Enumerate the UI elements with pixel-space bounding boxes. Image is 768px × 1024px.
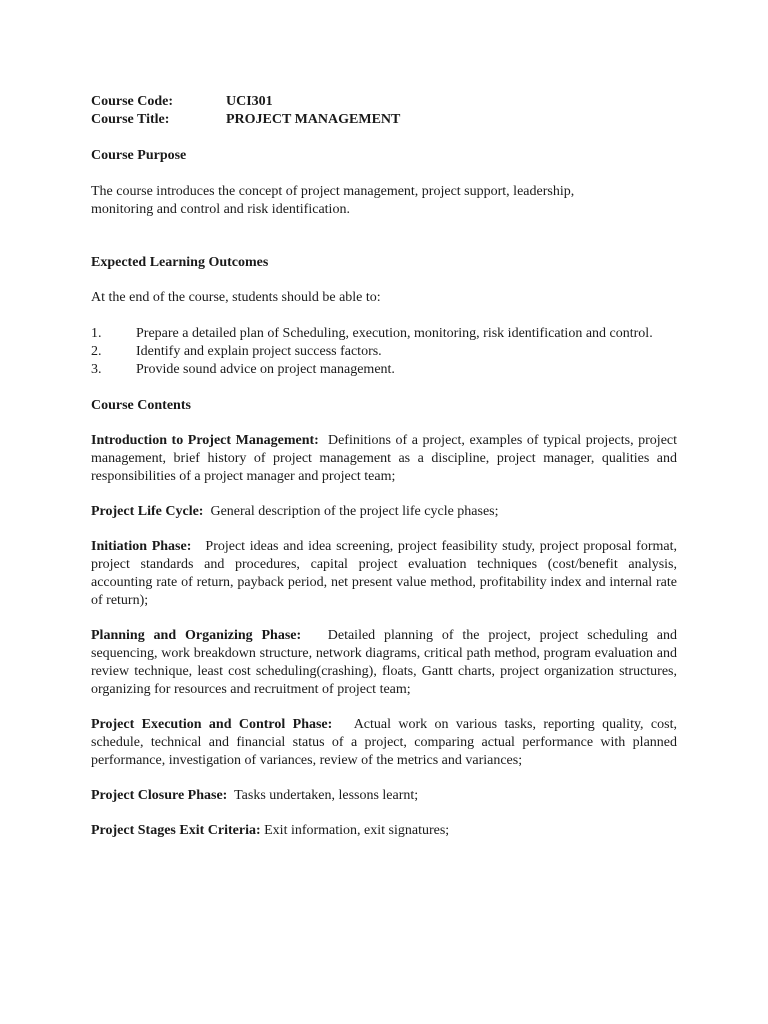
course-header bbox=[91, 93, 677, 129]
content-section-text: General description of the project life cycle phases; bbox=[210, 504, 499, 519]
content-section-exit-criteria bbox=[91, 822, 677, 840]
list-item bbox=[91, 325, 677, 343]
learning-outcomes-intro: At the end of the course, students should be able to: bbox=[91, 290, 381, 305]
course-purpose-line-1: The course introduces the concept of project management, project support, leadership, bbox=[91, 184, 575, 199]
content-section-life-cycle bbox=[91, 503, 677, 521]
content-section-text: Definitions of a project, examples of typical projects, project management, brief history of project management as a discipline, project manager, qualities and responsibilities of a project manager and project team; bbox=[91, 433, 678, 484]
content-section-title: Project Execution and Control Phase: bbox=[91, 717, 333, 732]
learning-outcomes-list bbox=[91, 325, 677, 379]
course-code-label: Course Code: bbox=[91, 94, 174, 109]
content-section-title: Project Life Cycle: bbox=[91, 504, 204, 519]
content-section-text: Detailed planning of the project, project scheduling and sequencing, work breakdown structure, network diagrams, critical path method, program evaluation and review technique, least cost scheduling(crashing), floats, Gantt charts, project organization structures, organizing for resources and recruitment of project team; bbox=[91, 628, 678, 697]
content-section-title: Project Closure Phase: bbox=[91, 788, 228, 803]
list-item-text: Provide sound advice on project management. bbox=[136, 362, 395, 377]
content-section-planning bbox=[91, 627, 677, 699]
list-item-number: 1. bbox=[91, 326, 102, 341]
document-page bbox=[91, 93, 677, 840]
content-section-closure bbox=[91, 787, 677, 805]
list-item bbox=[91, 361, 677, 379]
list-item-number: 2. bbox=[91, 344, 102, 359]
course-title-value: PROJECT MANAGEMENT bbox=[226, 112, 401, 127]
list-item-text: Prepare a detailed plan of Scheduling, execution, monitoring, risk identification and control. bbox=[136, 326, 653, 341]
course-code-value: UCI301 bbox=[226, 94, 273, 109]
content-section-text: Exit information, exit signatures; bbox=[264, 823, 450, 838]
content-section-title: Project Stages Exit Criteria: bbox=[91, 823, 261, 838]
course-purpose-heading: Course Purpose bbox=[91, 148, 187, 163]
course-title-label: Course Title: bbox=[91, 112, 170, 127]
content-section-introduction bbox=[91, 432, 677, 486]
content-section-title: Initiation Phase: bbox=[91, 539, 192, 554]
course-contents-heading: Course Contents bbox=[91, 398, 191, 413]
content-section-execution bbox=[91, 716, 677, 770]
content-section-title: Introduction to Project Management: bbox=[91, 433, 319, 448]
list-item-number: 3. bbox=[91, 362, 102, 377]
content-section-text: Project ideas and idea screening, project feasibility study, project proposal format, project standards and procedures, capital project evaluation techniques (cost/benefit analysis, accounting rate of return, payback period, net present value method, profitability index and internal rate of return); bbox=[91, 539, 677, 608]
list-item bbox=[91, 343, 677, 361]
course-code-row bbox=[91, 93, 677, 111]
content-section-initiation bbox=[91, 538, 677, 610]
list-item-text: Identify and explain project success factors. bbox=[136, 344, 382, 359]
learning-outcomes-heading: Expected Learning Outcomes bbox=[91, 255, 269, 270]
course-purpose-text bbox=[91, 183, 677, 219]
course-purpose-line-2: monitoring and control and risk identification. bbox=[91, 202, 350, 217]
content-section-text: Tasks undertaken, lessons learnt; bbox=[234, 788, 419, 803]
content-section-title: Planning and Organizing Phase: bbox=[91, 628, 302, 643]
course-title-row bbox=[91, 111, 677, 129]
content-section-text: Actual work on various tasks, reporting quality, cost, schedule, technical and financial status of a project, comparing actual performance with planned performance, investigation of variances, review of the metrics and variances; bbox=[91, 717, 677, 768]
